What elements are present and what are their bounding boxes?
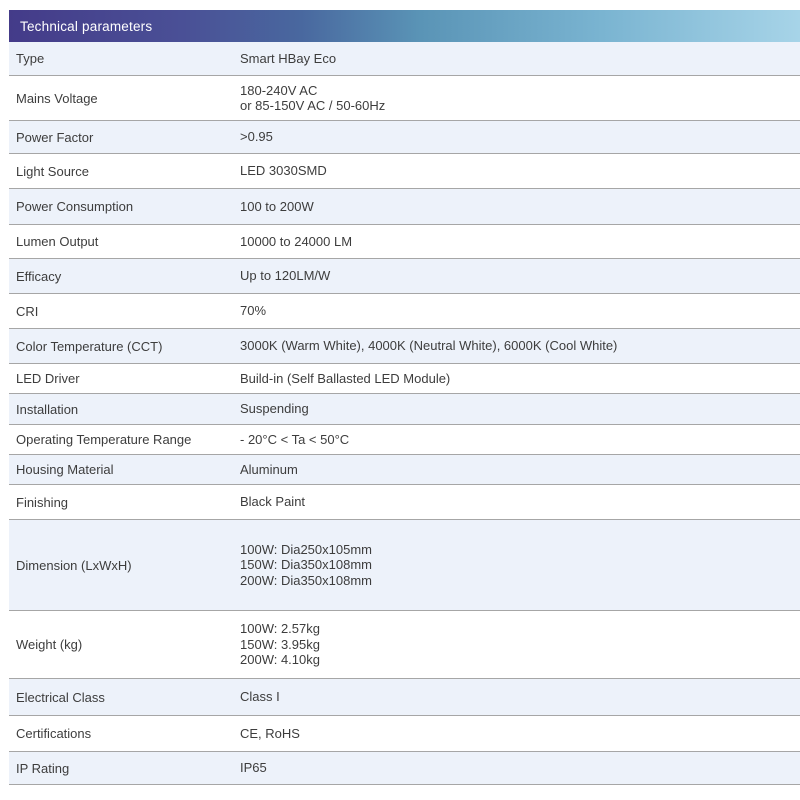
row-value [240,51,800,67]
value-line: 100W: 2.57kg [240,621,320,637]
row-label: Certifications [16,726,92,741]
value-line: 150W: Dia350x108mm [240,557,372,573]
table-row [9,259,800,294]
row-value [240,494,800,510]
table-row [9,294,800,329]
table-row [9,154,800,189]
row-value [240,129,800,145]
row-label: CRI [16,303,39,319]
table-row [9,485,800,520]
value-line: 10000 to 24000 LM [240,233,353,249]
row-value [240,303,800,319]
table-row [9,679,800,716]
row-label: Electrical Class [16,689,105,705]
row-label: Dimension (LxWxH) [16,557,132,573]
row-value [240,726,800,742]
table-header [9,10,800,42]
technical-parameters-table [9,10,800,785]
row-label: Housing Material [16,462,114,477]
value-line: 100 to 200W [240,198,314,214]
table-row [9,364,800,394]
table-row [9,716,800,752]
table-row [9,121,800,154]
row-label: Mains Voltage [16,90,98,106]
row-value [240,234,800,250]
value-line: >0.95 [240,129,273,145]
value-line: Aluminum [240,461,298,477]
table-row [9,455,800,485]
value-line: 100W: Dia250x105mm [240,541,372,557]
table-row [9,189,800,225]
table-row [9,42,800,76]
table-row [9,425,800,455]
row-label: Operating Temperature Range [16,432,192,447]
value-line: 70% [240,303,267,319]
row-label: Power Consumption [16,199,134,214]
row-label: Lumen Output [16,234,99,249]
row-label: Installation [16,401,79,417]
row-label: Light Source [16,163,89,179]
table-title: Technical parameters [20,18,153,34]
value-line: Up to 120LM/W [240,268,331,284]
row-label: Type [16,51,45,66]
row-value [240,83,800,114]
value-line: 200W: 4.10kg [240,652,320,668]
value-line: 3000K (Warm White), 4000K (Neutral White), 6000K (Cool White) [240,338,618,354]
row-value [240,371,800,387]
value-line: CE, RoHS [240,725,300,741]
value-line: Smart HBay Eco [240,50,337,66]
value-line: Class I [240,689,280,705]
row-value [240,163,800,179]
table-row [9,611,800,679]
value-line: 150W: 3.95kg [240,636,320,652]
row-value [240,432,800,448]
table-row [9,329,800,364]
value-line: 180-240V AC [240,82,318,98]
value-line: Build-in (Self Ballasted LED Module) [240,370,451,386]
row-label: Finishing [16,494,69,510]
value-line: Black Paint [240,494,306,510]
row-value [240,462,800,478]
row-label: Power Factor [16,129,94,145]
table-row [9,752,800,785]
row-label: Color Temperature (CCT) [16,338,163,354]
row-value [240,401,800,417]
value-line: IP65 [240,760,267,776]
row-value [240,268,800,284]
table-row [9,520,800,611]
value-line: - 20°C < Ta < 50°C [240,431,350,447]
table-rows [9,42,800,785]
row-label: LED Driver [16,371,80,386]
row-value [240,621,800,668]
row-value [240,338,800,354]
table-row [9,394,800,425]
value-line: or 85-150V AC / 50-60Hz [240,98,386,113]
row-value [240,760,800,776]
row-value [240,689,800,705]
value-line: LED 3030SMD [240,163,327,179]
row-label: IP Rating [16,760,70,776]
row-value [240,199,800,215]
row-label: Efficacy [16,268,62,284]
row-label: Weight (kg) [16,637,83,652]
table-row [9,225,800,259]
value-line: 200W: Dia350x108mm [240,572,372,588]
row-value [240,542,800,589]
value-line: Suspending [240,401,309,417]
table-row [9,76,800,121]
